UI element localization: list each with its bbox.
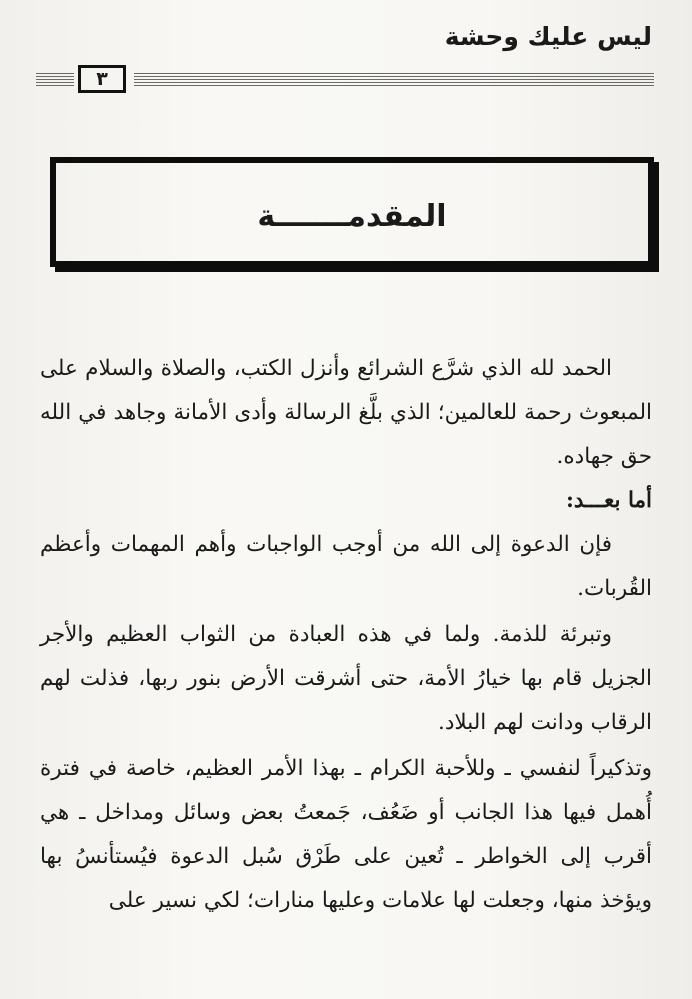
paragraph-tathkir: وتذكيراً لنفسي ـ وللأحبة الكرام ـ بهذا الأمر العظيم، خاصة في فترة أُهمل فيها هذا الجانب أو ضَعُف، جَمعتُ بعض وسائل ومداخل ـ هي أقرب إلى الخواطر ـ تُعين على طَرْق سُبل الدعوة فيُستأنسُ بها ويؤخذ منها، وجعلت لها علامات وعليها منارات؛ لكي نسير على [40, 756, 652, 913]
header-rule-left [36, 71, 74, 86]
body-text [40, 347, 652, 923]
header-rule-right [134, 71, 654, 86]
page-number: ٣ [78, 65, 126, 93]
paragraph-dawah: فإن الدعوة إلى الله من أوجب الواجبات وأهم المهمات وأعظم القُربات. [40, 532, 652, 601]
section-title: المقدمـــــــة [257, 199, 447, 234]
paragraph-tabriah: وتبرئة للذمة. ولما في هذه العبادة من الثواب العظيم والأجر الجزيل قام بها خيارُ الأمة، حتى أشرقت الأرض بنور ربها، فذلت لهم الرقاب ودانت لهم البلاد. [40, 622, 652, 735]
paragraph-opening: الحمد لله الذي شرَّع الشرائع وأنزل الكتب، والصلاة والسلام على المبعوث رحمة للعالمين؛ الذي بلَّغ الرسالة وأدى الأمانة وجاهد في الله حق جهاده. [40, 356, 652, 469]
section-title-frame [50, 157, 654, 267]
paragraph-amma-bad: أما بعـــد: [566, 488, 652, 513]
running-title: ليس عليك وحشة [444, 22, 652, 51]
